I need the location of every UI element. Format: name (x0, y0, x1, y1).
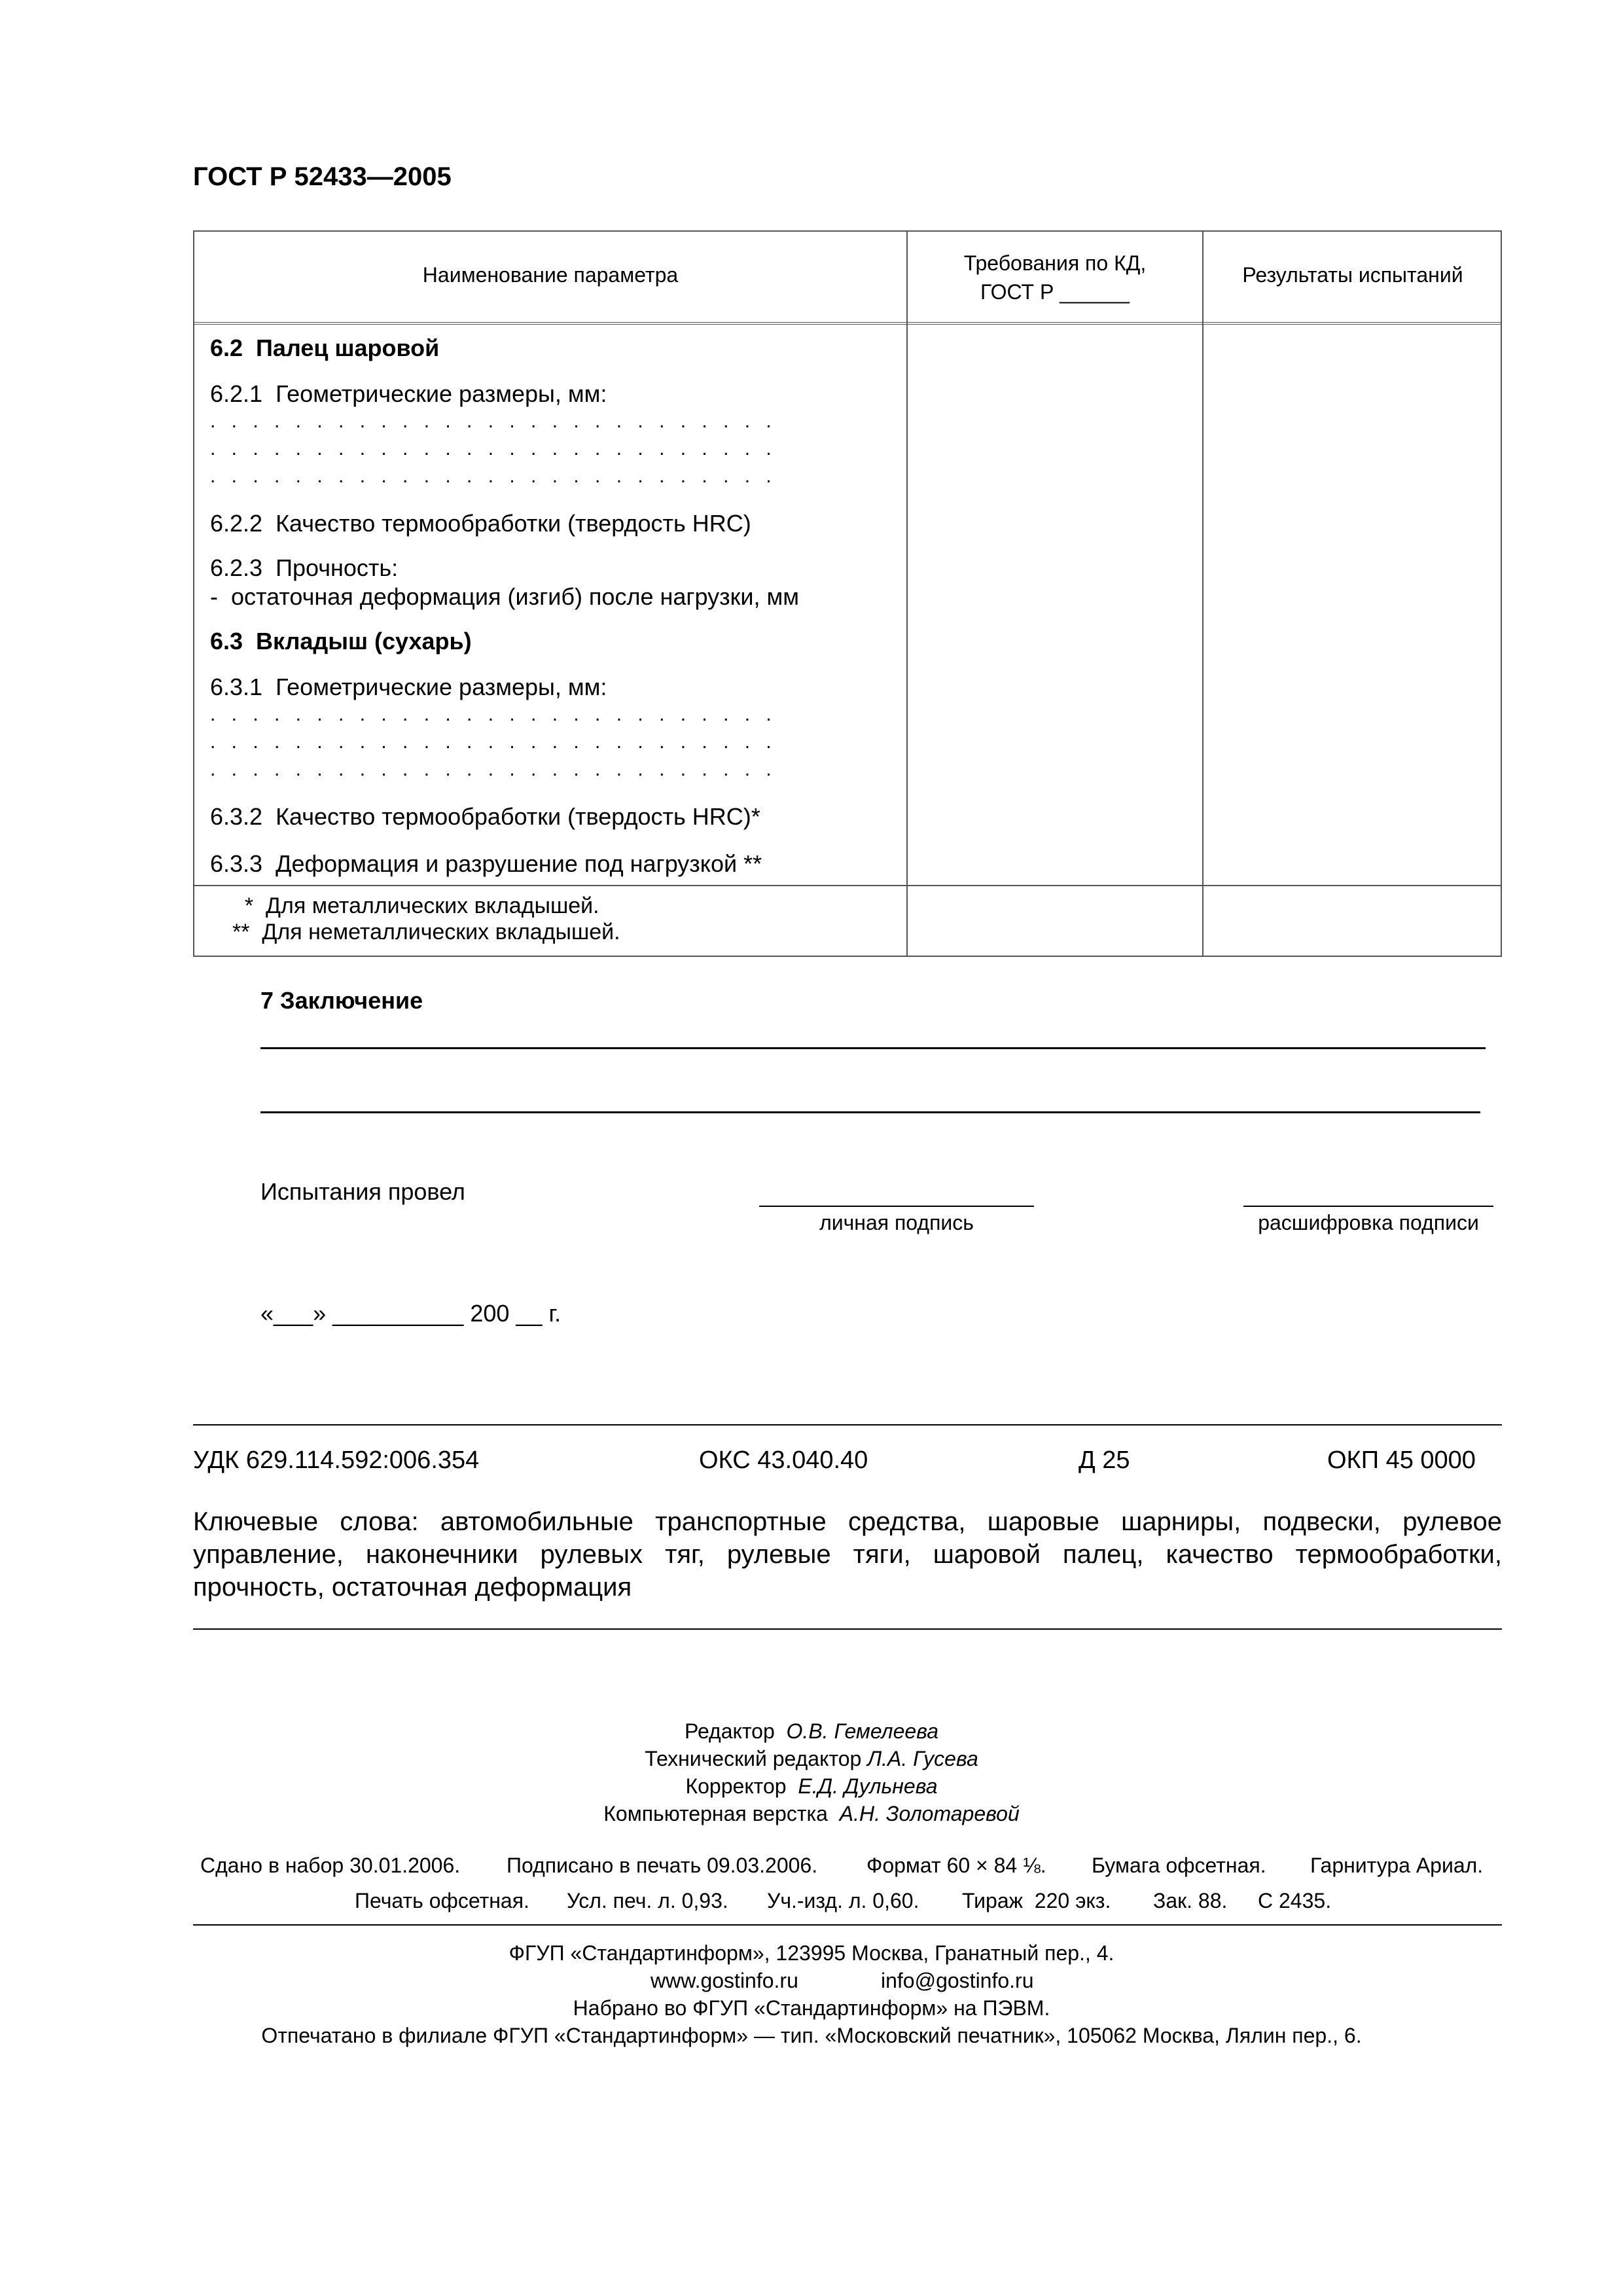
credit-layout: Компьютерная верстка А.Н. Золотаревой (603, 1802, 1020, 1825)
print-format: Формат 60 × 84 ⅛. (866, 1854, 1046, 1877)
table-row: 6.3.2 Качество термообработки (твердость HRC)* (210, 803, 760, 830)
parameters-table (193, 230, 1502, 957)
print-run: Тираж 220 экз. (962, 1889, 1111, 1912)
conclusion-line (260, 1047, 1486, 1049)
okp-code: ОКП 45 0000 (1327, 1446, 1476, 1474)
publisher-address: ФГУП «Стандартинформ», 123995 Москва, Гранатный пер., 4. (508, 1941, 1115, 1965)
section-divider (193, 1424, 1502, 1426)
header-divider (194, 322, 1501, 325)
credit-corrector: Корректор Е.Д. Дульнева (685, 1774, 938, 1798)
keywords: Ключевые слова: автомобильные транспортные средства, шаровые шарниры, подвески, рулевое управление, наконечники рулевых тяг, рулевые тяги, шаровой палец, качество термообработки, прочность, остаточная деформация (193, 1507, 1502, 1602)
signature-line (759, 1206, 1034, 1207)
table-divider (1202, 232, 1204, 956)
section-divider (193, 1628, 1502, 1630)
typeset-note: Набрано во ФГУП «Стандартинформ» на ПЭВМ. (573, 1996, 1050, 2020)
dotted-line: . . . . . . . . . . . . . . . . . . . . . . . . . . . (210, 759, 777, 780)
dotted-line: . . . . . . . . . . . . . . . . . . . . . . . . . . . (210, 410, 777, 432)
header-param: Наименование параметра (422, 263, 679, 287)
dotted-line: . . . . . . . . . . . . . . . . . . . . . . . . . . . (210, 704, 777, 725)
dotted-line: . . . . . . . . . . . . . . . . . . . . . . . . . . . (210, 465, 777, 487)
table-row: 6.3 Вкладыш (сухарь) (210, 628, 472, 655)
signature-label: личная подпись (819, 1211, 974, 1234)
document-code: ГОСТ Р 52433—2005 (193, 162, 452, 191)
dotted-line: . . . . . . . . . . . . . . . . . . . . . . . . . . . (210, 731, 777, 753)
header-requirements: Требования по КД, ГОСТ Р ______ (963, 251, 1147, 304)
table-row: 6.2 Палец шаровой (210, 334, 440, 361)
table-row: - остаточная деформация (изгиб) после нагрузки, мм (210, 583, 799, 610)
date-line: «___» __________ 200 __ г. (260, 1300, 562, 1327)
print-pub-sheets: Уч.-изд. л. 0,60. (767, 1889, 919, 1912)
print-signed: Подписано в печать 09.03.2006. (507, 1854, 818, 1877)
table-row: 6.2.2 Качество термообработки (твердость HRC) (210, 510, 751, 537)
printed-note: Отпечатано в филиале ФГУП «Стандартинформ» — тип. «Московский печатник», 105062 Москва, Лялин пер., 6. (261, 2024, 1362, 2047)
decode-line (1243, 1206, 1493, 1207)
print-sheets: Усл. печ. л. 0,93. (567, 1889, 728, 1912)
credit-editor: Редактор О.В. Гемелеева (685, 1719, 938, 1743)
conclusion-line (260, 1111, 1480, 1113)
section-divider (193, 1924, 1502, 1926)
decode-label: расшифровка подписи (1258, 1211, 1479, 1234)
table-row: 6.3.1 Геометрические размеры, мм: (210, 673, 607, 700)
header-results: Результаты испытаний (1242, 263, 1463, 287)
print-font: Гарнитура Ариал. (1310, 1854, 1484, 1877)
print-code: С 2435. (1258, 1889, 1332, 1912)
print-order: Зак. 88. (1153, 1889, 1228, 1912)
dotted-line: . . . . . . . . . . . . . . . . . . . . . . . . . . . (210, 438, 777, 459)
print-paper: Бумага офсетная. (1092, 1854, 1266, 1877)
publisher-site: www.gostinfo.ru (651, 1969, 798, 1992)
udk-code: УДК 629.114.592:006.354 (193, 1446, 480, 1474)
tested-by-label: Испытания провел (260, 1178, 465, 1205)
table-divider (906, 232, 908, 956)
print-method: Печать офсетная. (355, 1889, 529, 1912)
print-sent: Сдано в набор 30.01.2006. (200, 1854, 461, 1877)
conclusion-title: 7 Заключение (260, 987, 423, 1014)
table-row: 6.2.1 Геометрические размеры, мм: (210, 380, 607, 407)
footnote-divider (194, 885, 1501, 886)
footnote: * Для металлических вкладышей. (232, 893, 599, 918)
d-code: Д 25 (1079, 1446, 1130, 1474)
table-row: 6.3.3 Деформация и разрушение под нагрузкой ** (210, 850, 762, 877)
publisher-email: info@gostinfo.ru (881, 1969, 1034, 1992)
table-row: 6.2.3 Прочность: (210, 554, 399, 581)
credit-tech-editor: Технический редактор Л.А. Гусева (645, 1747, 978, 1770)
footnote: ** Для неметаллических вкладышей. (232, 920, 620, 944)
oks-code: ОКС 43.040.40 (699, 1446, 868, 1474)
